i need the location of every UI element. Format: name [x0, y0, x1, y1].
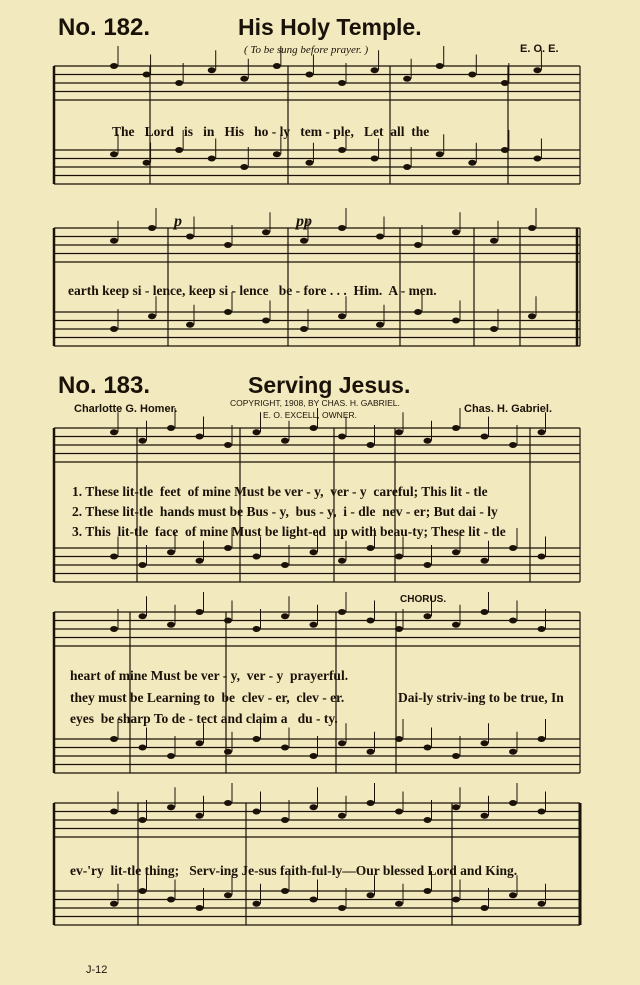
- note-head: [338, 558, 346, 564]
- note-head: [273, 151, 281, 157]
- copyright-line: COPYRIGHT, 1908, BY CHAS. H. GABRIEL.: [230, 398, 400, 408]
- note-head: [224, 800, 232, 806]
- note-head: [538, 429, 546, 435]
- note-head: [395, 736, 403, 742]
- composer-credit: Chas. H. Gabriel.: [464, 403, 553, 415]
- note-head: [253, 901, 261, 907]
- note-head: [509, 545, 517, 551]
- note-head: [310, 897, 318, 903]
- note-head: [167, 549, 175, 555]
- note-head: [281, 562, 289, 568]
- note-head: [281, 613, 289, 619]
- note-head: [196, 558, 204, 564]
- verse-line: heart of mine Must be ver - y, ver - y prayerful.: [70, 668, 349, 683]
- note-head: [253, 626, 261, 632]
- note-head: [424, 562, 432, 568]
- note-head: [196, 813, 204, 819]
- note-head: [452, 425, 460, 431]
- note-head: [509, 800, 517, 806]
- note-head: [208, 156, 216, 162]
- note-head: [273, 63, 281, 69]
- note-head: [224, 892, 232, 898]
- note-head: [196, 609, 204, 615]
- note-head: [186, 322, 194, 328]
- note-head: [509, 749, 517, 755]
- note-head: [310, 622, 318, 628]
- note-head: [148, 313, 156, 319]
- note-head: [148, 225, 156, 231]
- note-head: [367, 892, 375, 898]
- note-head: [139, 888, 147, 894]
- note-head: [468, 160, 476, 166]
- note-head: [367, 749, 375, 755]
- note-head: [139, 562, 147, 568]
- note-head: [196, 434, 204, 440]
- hymn-title: His Holy Temple.: [238, 14, 422, 40]
- note-head: [509, 618, 517, 624]
- note-head: [110, 429, 118, 435]
- note-head: [395, 901, 403, 907]
- note-head: [139, 613, 147, 619]
- note-head: [395, 626, 403, 632]
- note-head: [414, 309, 422, 315]
- note-head: [338, 225, 346, 231]
- note-head: [414, 242, 422, 248]
- note-head: [509, 892, 517, 898]
- note-head: [338, 609, 346, 615]
- note-head: [538, 736, 546, 742]
- hymn-number: No. 183.: [58, 372, 151, 399]
- note-head: [110, 626, 118, 632]
- hymn-title: Serving Jesus.: [248, 372, 411, 398]
- note-head: [538, 901, 546, 907]
- note-head: [367, 545, 375, 551]
- note-head: [452, 804, 460, 810]
- note-head: [167, 897, 175, 903]
- note-head: [436, 63, 444, 69]
- chorus-lyrics: Dai-ly striv-ing to be true, In: [398, 690, 564, 705]
- lyrics-line: ev-'ry lit-tle thing; Serv-ing Je-sus faith-ful-ly—Our blessed Lord and King.: [70, 863, 518, 878]
- verse-line: 1. These lit-tle feet of mine Must be ver - y, ver - y careful; This lit - tle: [72, 484, 488, 499]
- note-head: [196, 905, 204, 911]
- note-head: [490, 326, 498, 332]
- note-head: [501, 147, 509, 153]
- note-head: [224, 242, 232, 248]
- note-head: [452, 549, 460, 555]
- note-head: [452, 318, 460, 324]
- note-head: [110, 901, 118, 907]
- verse-line: 3. This lit-tle face of mine Must be light-ed up with beau-ty; These lit - tle: [72, 524, 506, 539]
- lyrics-line: earth keep si - lence, keep si - lence be - fore . . . Him. A - men.: [68, 283, 437, 298]
- note-head: [395, 554, 403, 560]
- verse-line: eyes be sharp To de - tect and claim a du - ty.: [70, 711, 338, 726]
- note-head: [338, 813, 346, 819]
- note-head: [528, 225, 536, 231]
- note-head: [367, 618, 375, 624]
- note-head: [110, 736, 118, 742]
- hymn-number: No. 182.: [58, 14, 151, 41]
- note-head: [395, 429, 403, 435]
- note-head: [367, 800, 375, 806]
- note-head: [538, 554, 546, 560]
- note-head: [224, 309, 232, 315]
- note-head: [262, 318, 270, 324]
- note-head: [167, 425, 175, 431]
- note-head: [281, 745, 289, 751]
- note-head: [338, 905, 346, 911]
- note-head: [143, 72, 151, 78]
- note-head: [501, 80, 509, 86]
- note-head: [186, 234, 194, 240]
- note-head: [436, 151, 444, 157]
- note-head: [208, 67, 216, 73]
- note-head: [452, 897, 460, 903]
- note-head: [224, 545, 232, 551]
- note-head: [528, 313, 536, 319]
- verse-line: they must be Learning to be clev - er, clev - er.: [70, 690, 345, 705]
- note-head: [481, 740, 489, 746]
- note-head: [167, 753, 175, 759]
- chorus-label: CHORUS.: [400, 594, 447, 605]
- note-head: [424, 613, 432, 619]
- author-credit: E. O. E.: [520, 43, 559, 55]
- note-head: [139, 817, 147, 823]
- note-head: [538, 626, 546, 632]
- note-head: [533, 156, 541, 162]
- note-head: [224, 749, 232, 755]
- note-head: [403, 76, 411, 82]
- note-head: [481, 813, 489, 819]
- note-head: [167, 804, 175, 810]
- note-head: [338, 434, 346, 440]
- note-head: [533, 67, 541, 73]
- note-head: [110, 238, 118, 244]
- dynamic-marking: p: [174, 213, 182, 230]
- note-head: [338, 313, 346, 319]
- note-head: [262, 229, 270, 235]
- note-head: [310, 549, 318, 555]
- note-head: [367, 442, 375, 448]
- copyright-line: E. O. EXCELL, OWNER.: [263, 410, 357, 420]
- note-head: [175, 80, 183, 86]
- note-head: [110, 151, 118, 157]
- note-head: [424, 745, 432, 751]
- note-head: [468, 72, 476, 78]
- note-head: [240, 164, 248, 170]
- note-head: [110, 554, 118, 560]
- performance-note: ( To be sung before prayer. ): [244, 44, 369, 56]
- note-head: [110, 63, 118, 69]
- note-head: [224, 618, 232, 624]
- note-head: [300, 326, 308, 332]
- page-code: J-12: [86, 964, 108, 976]
- note-head: [424, 438, 432, 444]
- note-head: [481, 905, 489, 911]
- note-head: [376, 322, 384, 328]
- dynamic-marking: pp: [296, 213, 312, 230]
- note-head: [281, 817, 289, 823]
- note-head: [110, 809, 118, 815]
- note-head: [175, 147, 183, 153]
- note-head: [481, 558, 489, 564]
- note-head: [281, 888, 289, 894]
- note-head: [253, 554, 261, 560]
- note-head: [376, 234, 384, 240]
- note-head: [395, 809, 403, 815]
- verse-line: 2. These lit-tle hands must be Bus - y, bus - y, i - dle nev - er; But dai - ly: [72, 504, 498, 519]
- note-head: [310, 425, 318, 431]
- note-head: [481, 434, 489, 440]
- note-head: [481, 609, 489, 615]
- note-head: [300, 238, 308, 244]
- note-head: [371, 67, 379, 73]
- note-head: [538, 809, 546, 815]
- note-head: [403, 164, 411, 170]
- note-head: [305, 72, 313, 78]
- note-head: [139, 438, 147, 444]
- note-head: [240, 76, 248, 82]
- note-head: [143, 160, 151, 166]
- lyrics-line: The Lord is in His ho - ly tem - ple, Let all the: [112, 124, 430, 139]
- lyricist-credit: Charlotte G. Homer.: [74, 403, 178, 415]
- note-head: [110, 326, 118, 332]
- note-head: [338, 147, 346, 153]
- note-head: [371, 156, 379, 162]
- note-head: [224, 442, 232, 448]
- note-head: [452, 753, 460, 759]
- note-head: [310, 804, 318, 810]
- note-head: [281, 438, 289, 444]
- note-head: [139, 745, 147, 751]
- note-head: [490, 238, 498, 244]
- note-head: [452, 622, 460, 628]
- note-head: [305, 160, 313, 166]
- note-head: [167, 622, 175, 628]
- note-head: [424, 817, 432, 823]
- note-head: [509, 442, 517, 448]
- note-head: [253, 736, 261, 742]
- note-head: [338, 740, 346, 746]
- note-head: [338, 80, 346, 86]
- note-head: [452, 229, 460, 235]
- note-head: [196, 740, 204, 746]
- note-head: [310, 753, 318, 759]
- note-head: [253, 809, 261, 815]
- note-head: [424, 888, 432, 894]
- note-head: [253, 429, 261, 435]
